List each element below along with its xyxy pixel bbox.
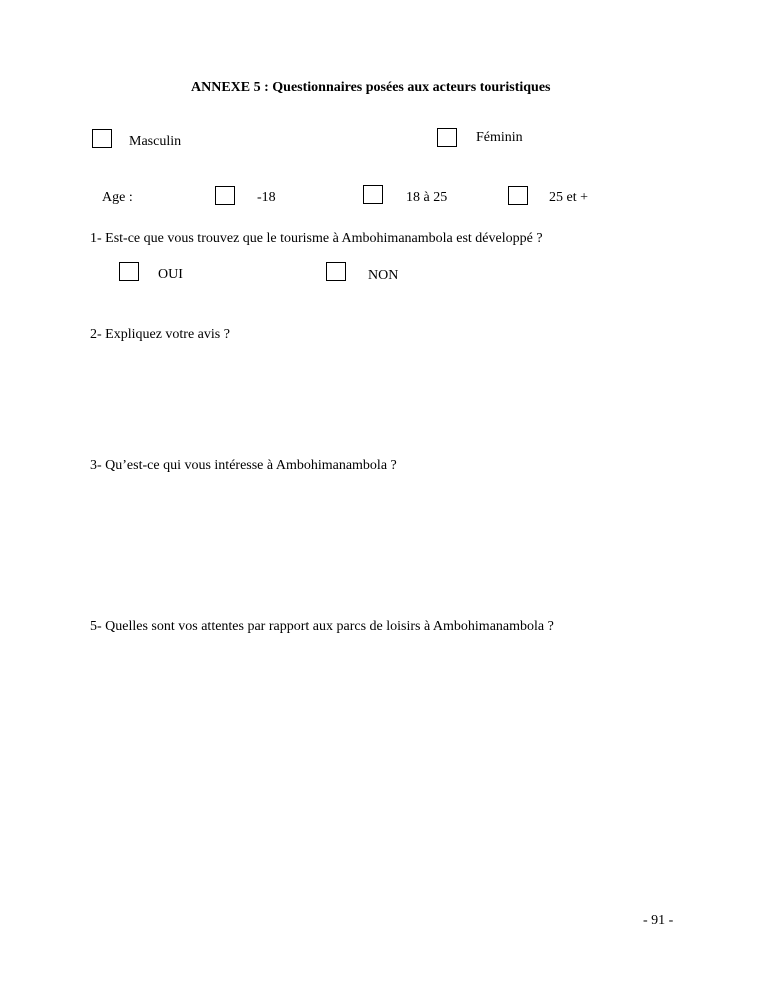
page-title: ANNEXE 5 : Questionnaires posées aux acteurs touristiques (191, 80, 551, 95)
question-2: 2- Expliquez votre avis ? (90, 327, 230, 342)
age-25-plus-label: 25 et + (549, 190, 588, 205)
age-25-plus-checkbox[interactable] (508, 186, 528, 205)
masculin-label: Masculin (129, 134, 182, 149)
age-label: Age : (102, 190, 133, 205)
question-1: 1- Est-ce que vous trouvez que le tourisme à Ambohimanambola est développé ? (90, 231, 543, 246)
feminin-label: Féminin (476, 130, 523, 145)
non-checkbox[interactable] (326, 262, 346, 281)
feminin-checkbox[interactable] (437, 128, 457, 147)
age-18-25-checkbox[interactable] (363, 185, 383, 204)
oui-label: OUI (158, 267, 183, 282)
age-under-18-checkbox[interactable] (215, 186, 235, 205)
oui-checkbox[interactable] (119, 262, 139, 281)
age-18-25-label: 18 à 25 (406, 190, 448, 205)
question-3: 3- Qu’est-ce qui vous intéresse à Ambohimanambola ? (90, 458, 397, 473)
page-number: - 91 - (643, 913, 674, 928)
masculin-checkbox[interactable] (92, 129, 112, 148)
non-label: NON (368, 268, 399, 283)
age-under-18-label: -18 (257, 190, 276, 205)
question-5: 5- Quelles sont vos attentes par rapport aux parcs de loisirs à Ambohimanambola ? (90, 619, 554, 634)
